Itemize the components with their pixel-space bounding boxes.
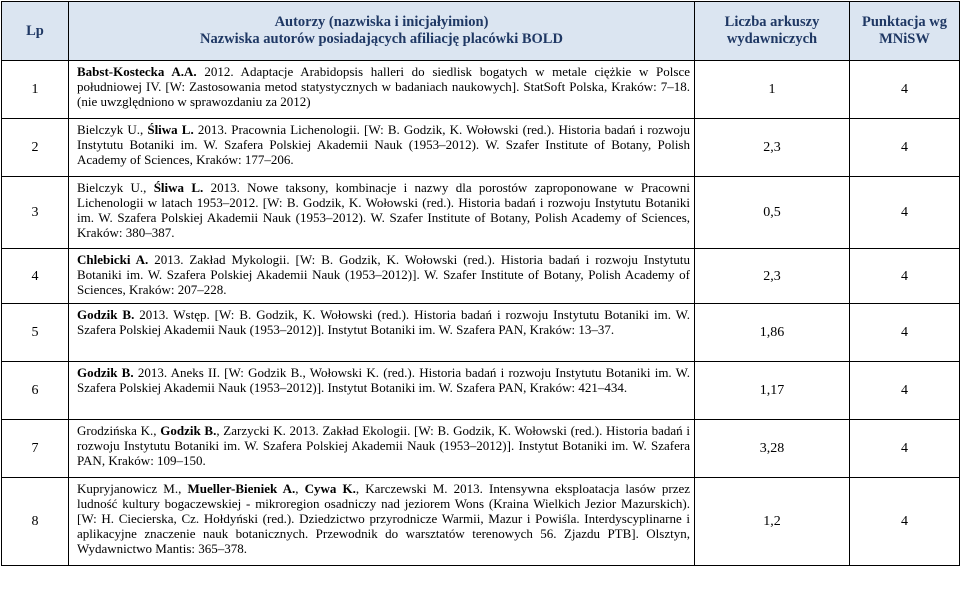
row-sheets: 3,28	[695, 420, 850, 478]
row-citation	[69, 304, 695, 362]
row-lp: 8	[2, 478, 69, 566]
citation-author: Godzik B.	[77, 365, 134, 380]
publications-table	[1, 1, 960, 566]
row-citation	[69, 61, 695, 119]
row-points: 4	[850, 119, 960, 177]
row-points: 4	[850, 420, 960, 478]
row-points: 4	[850, 177, 960, 249]
row-points: 4	[850, 249, 960, 304]
row-points: 4	[850, 362, 960, 420]
row-sheets: 1,86	[695, 304, 850, 362]
row-sheets: 2,3	[695, 249, 850, 304]
header-lp: Lp	[2, 2, 69, 61]
citation-author: Godzik B.	[160, 423, 217, 438]
citation-text: Kupryjanowicz M.,	[77, 481, 188, 496]
header-row	[2, 2, 960, 61]
row-sheets: 1,2	[695, 478, 850, 566]
table-row	[2, 362, 960, 420]
row-citation	[69, 478, 695, 566]
row-points: 4	[850, 61, 960, 119]
citation-text: Bielczyk U.,	[77, 180, 154, 195]
row-citation	[69, 420, 695, 478]
table-row	[2, 304, 960, 362]
row-lp: 6	[2, 362, 69, 420]
citation-text: 2013. Pracownia Lichenologii. [W: B. Godzik, K. Wołowski (red.). Historia badań i rozwoju Instytutu Botaniki im. W. Szafera Polskiej Akademii Nauk (1953–2012). W. Szafer Institute of Botany, Polish Academy of Sciences, Kraków: 177–206.	[77, 122, 690, 167]
row-lp: 3	[2, 177, 69, 249]
citation-author: Śliwa L.	[147, 122, 194, 137]
citation-text: 2013. Nowe taksony, kombinacje i nazwy dla porostów zaproponowane w Pracowni Lichenologii w latach 1953–2012. [W: B. Godzik, K. Wołowski (red.). Historia badań i rozwoju Instytutu Botaniki im. W. Szafera Polskiej Akademii Nauk (1953–2012). W. Szafer Institute of Botany, Polish Academy of Sciences, Kraków: 380–387.	[77, 180, 691, 240]
citation-text: 2013. Zakład Mykologii. [W: B. Godzik, K. Wołowski (red.). Historia badań i rozwoju Instytutu Botaniki im. W. Szafera Polskiej Akademii Nauk (1953–2012)]. W. Szafer Institute of Botany, Polish Academy of Sciences, Kraków: 207–228.	[77, 252, 690, 297]
row-points: 4	[850, 304, 960, 362]
header-authors-line1: Autorzy (nazwiska i inicjałyimion)	[274, 14, 489, 30]
row-sheets: 0,5	[695, 177, 850, 249]
row-citation	[69, 177, 695, 249]
row-lp: 2	[2, 119, 69, 177]
citation-text: 2013. Wstęp. [W: B. Godzik, K. Wołowski (red.). Historia badań i rozwoju Instytutu Botaniki im. W. Szafera Polskiej Akademii Nauk (1953–2012)]. Instytut Botaniki im. W. Szafera PAN, Kraków: 13–37.	[77, 307, 691, 337]
citation-author: Chlebicki A.	[77, 252, 149, 267]
citation-author: Śliwa L.	[153, 180, 204, 195]
row-lp: 5	[2, 304, 69, 362]
citation-text: Grodzińska K.,	[77, 423, 161, 438]
row-citation	[69, 249, 695, 304]
row-lp: 4	[2, 249, 69, 304]
citation-author: Mueller-Bieniek A.	[187, 481, 296, 496]
row-lp: 7	[2, 420, 69, 478]
row-points: 4	[850, 478, 960, 566]
table-row	[2, 177, 960, 249]
row-sheets: 1	[695, 61, 850, 119]
header-points: Punktacja wg MNiSW	[850, 2, 960, 61]
citation-text: ,	[295, 481, 305, 496]
header-authors	[69, 2, 695, 61]
table-row	[2, 249, 960, 304]
citation-text: , Karczewski M. 2013. Intensywna eksploatacja lasów przez ludność kultury bogaczewskiej - mikroregion osadniczy nad jeziorem Wons (Kraina Wielkich Jezior Mazurskich). [W: H. Ciecierska, Cz. Hołdyński (red.). Dziedzictwo przyrodnicze Warmii, Mazur i Powiśla. Interdyscyplinarne i aplikacyjne znaczenie nauk botanicznych. Przewodnik do warsztatów terenowych 56. Zjazdu PTB]. Olsztyn, Wydawnictwo Mantis: 365–378.	[77, 481, 691, 556]
table-row	[2, 420, 960, 478]
row-citation	[69, 362, 695, 420]
row-sheets: 1,17	[695, 362, 850, 420]
citation-text: , Zarzycki K. 2013. Zakład Ekologii. [W: B. Godzik, K. Wołowski (red.). Historia badań i rozwoju Instytutu Botaniki im. W. Szafera Polskiej Akademii Nauk (1953–2012)]. Instytut Botaniki im. W. Szafera PAN, Kraków: 109–150.	[77, 423, 691, 468]
citation-text: Bielczyk U.,	[77, 122, 148, 137]
header-authors-line2: Nazwiska autorów posiadających afiliację placówki BOLD	[200, 31, 563, 47]
citation-author: Godzik B.	[77, 307, 135, 322]
row-lp: 1	[2, 61, 69, 119]
citation-text: 2012. Adaptacje Arabidopsis halleri do siedlisk bogatych w metale ciężkie w Polsce południowej IV. [W: Zastosowania metod statystycznych w badaniach naukowych]. StatSoft Polska, Kraków: 7–18. (nie uwzględniono w sprawozdaniu za 2012)	[77, 64, 690, 109]
row-citation	[69, 119, 695, 177]
table-row	[2, 61, 960, 119]
header-sheets: Liczba arkuszy wydawniczych	[695, 2, 850, 61]
citation-text: 2013. Aneks II. [W: Godzik B., Wołowski K. (red.). Historia badań i rozwoju Instytutu Botaniki im. W. Szafera Polskiej Akademii Nauk (1953–2012)]. Instytut Botaniki im. W. Szafera PAN, Kraków: 421–434.	[77, 365, 691, 395]
table-row	[2, 119, 960, 177]
row-sheets: 2,3	[695, 119, 850, 177]
citation-author: Cywa K.	[304, 481, 356, 496]
citation-author: Babst-Kostecka A.A.	[77, 64, 197, 79]
table-row	[2, 478, 960, 566]
